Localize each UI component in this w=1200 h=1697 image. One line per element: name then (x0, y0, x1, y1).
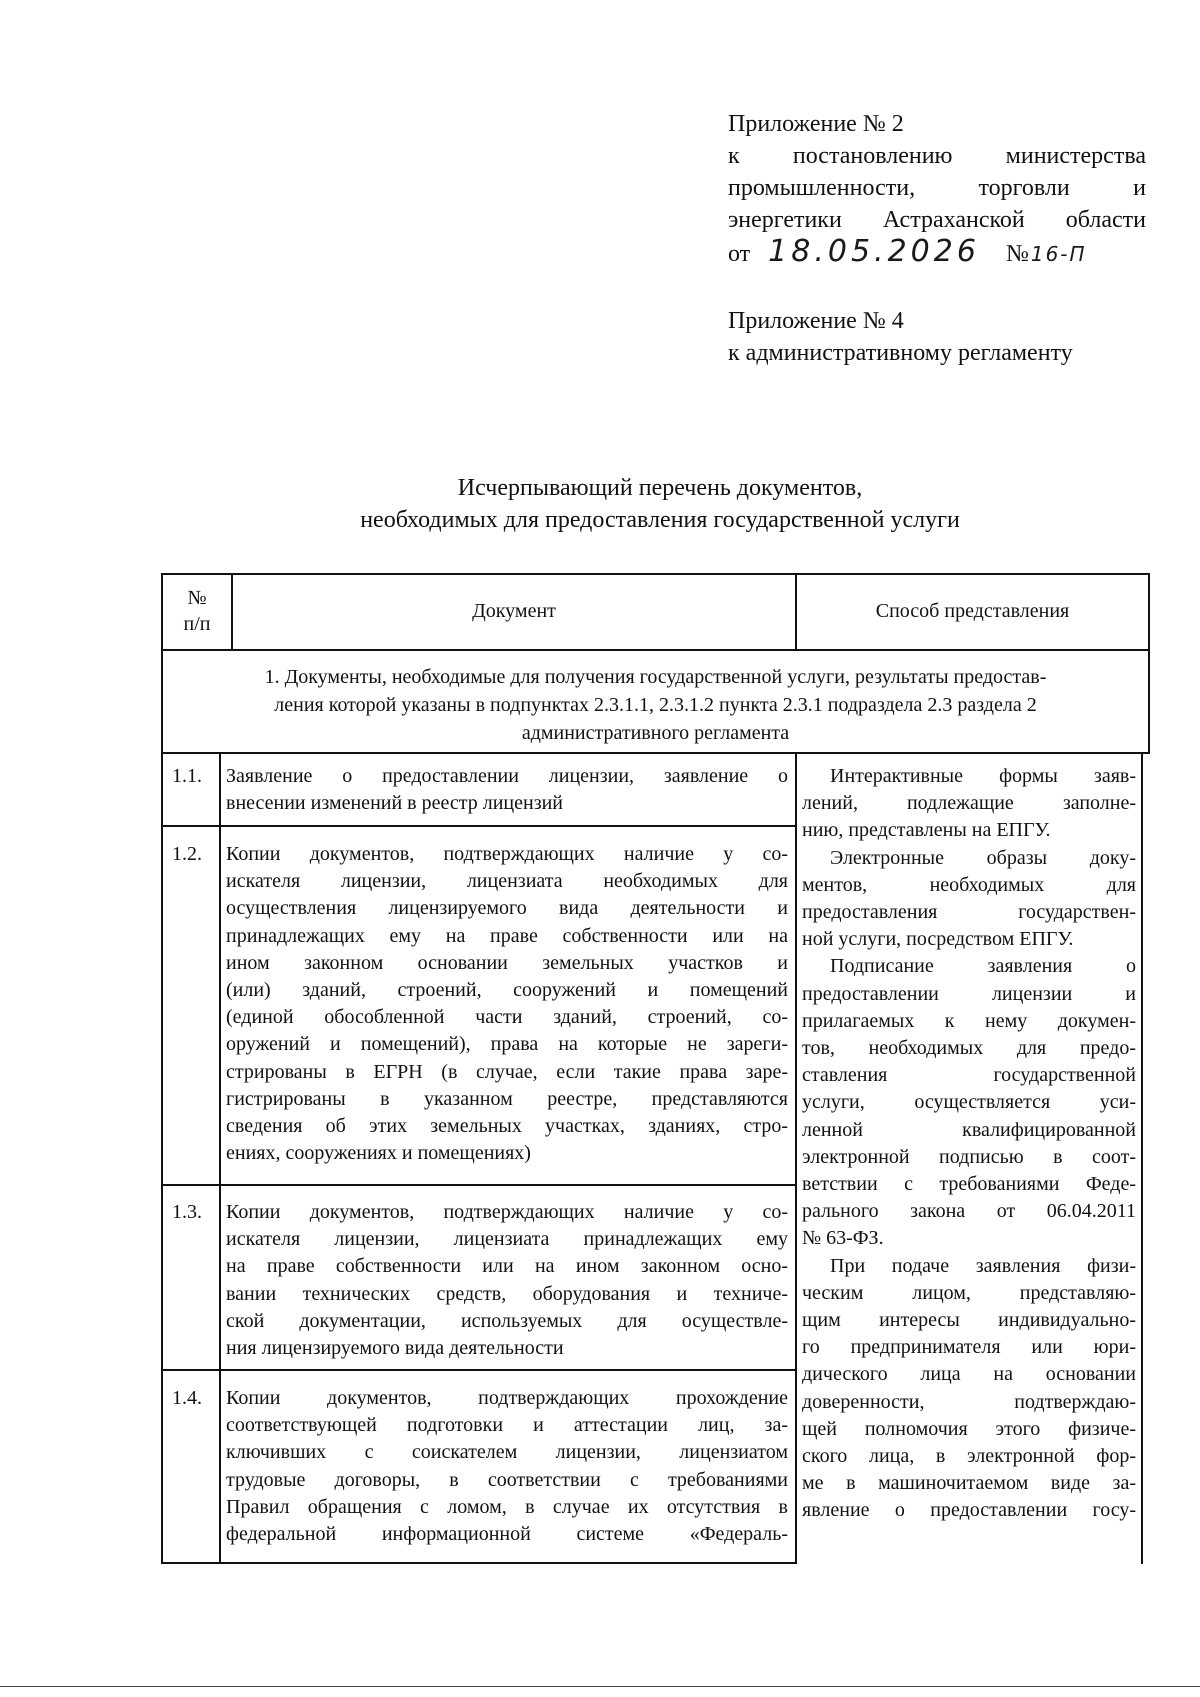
method-line: ной услуги, посредством ЕПГУ. (802, 928, 1074, 951)
row-1-3-number: 1.3. (172, 1201, 202, 1223)
method-line: ментов, необходимых для (802, 873, 1136, 896)
method-line: лений, подлежащие заполне- (802, 792, 1136, 815)
method-line: ческим лицом, представляю- (802, 1281, 1136, 1304)
submission-method-text (802, 763, 1136, 1525)
method-line: рального закона от 06.04.2011 (802, 1200, 1136, 1223)
method-line: щим интересы индивидуально- (802, 1309, 1136, 1332)
appendix-4-line: к административному регламенту (728, 340, 1073, 366)
method-line: тов, необходимых для предо- (802, 1037, 1136, 1060)
row-1-2-line: осуществления лицензируемого вида деятельности и (226, 897, 788, 920)
method-line: предоставления государствен- (802, 901, 1136, 924)
row-1-1-line: Заявление о предоставлении лицензии, заявление о (226, 765, 788, 787)
row-divider-1 (161, 825, 797, 827)
row-1-4-document (226, 1385, 788, 1548)
method-line: прилагаемых к нему докумен- (802, 1009, 1136, 1032)
appendix-4-title: Приложение № 4 (728, 308, 904, 334)
row-1-2-line: ениях, сооружениях и помещениях) (226, 1142, 531, 1165)
header-method: Способ представления (875, 600, 1070, 622)
decree-date-line (728, 236, 1146, 270)
row-1-2-line: Копии документов, подтверждающих наличие у со- (226, 843, 788, 865)
row-divider-3 (161, 1369, 797, 1371)
method-line: явление о предоставлении госу- (802, 1499, 1136, 1522)
method-line: При подаче заявления физи- (830, 1254, 1136, 1277)
header-num-symbol: № (187, 587, 207, 609)
method-line: ветствии с требованиями Феде- (802, 1173, 1136, 1196)
document-title (160, 472, 1160, 536)
row-1-1-line: внесении изменений в реестр лицензий (226, 792, 564, 815)
row-1-4-number: 1.4. (172, 1387, 202, 1409)
method-line: ленной квалифицированной (802, 1118, 1136, 1141)
section-1-heading (163, 663, 1148, 747)
method-line: нию, представлены на ЕПГУ. (802, 819, 1051, 842)
table-border-bottom (161, 1562, 797, 1564)
header-num-pp: п/п (183, 613, 211, 635)
method-line: ме в машиночитаемом виде за- (802, 1472, 1136, 1495)
method-line: Электронные образы доку- (830, 846, 1136, 869)
method-line: дического лица на основании (802, 1363, 1136, 1386)
num-col-divider (219, 752, 221, 1564)
row-1-3-line: Копии документов, подтверждающих наличие у со- (226, 1201, 788, 1223)
row-1-2-line: искателя лицензии, лицензиата необходимых для (226, 870, 788, 893)
table-border-top (161, 573, 1150, 575)
row-1-2-document (226, 841, 788, 1167)
appendix-2-line-1: к постановлению министерства (728, 143, 1146, 169)
method-line: Подписание заявления о (830, 955, 1136, 978)
number-label: № (1005, 241, 1029, 267)
row-1-1-number: 1.1. (172, 765, 202, 787)
row-1-3-line: на праве собственности или на ином законном осно- (226, 1255, 788, 1278)
page-bottom-rule (0, 1686, 1200, 1687)
section-1-line-3: административного регламента (521, 722, 790, 744)
row-1-1-document (226, 763, 788, 817)
method-line: щей полномочия этого физиче- (802, 1417, 1136, 1440)
handwritten-date: 18.05.2026 (768, 234, 980, 269)
row-1-3-line: ской документации, используемых для осуществле- (226, 1309, 788, 1332)
appendix-2-title: Приложение № 2 (728, 111, 904, 137)
row-1-4-line: ключивших с соискателем лицензии, лицензиатом (226, 1441, 788, 1464)
header-document: Документ (472, 600, 556, 622)
row-1-4-line: Правил обращения с ломом, в случае их отсутствия в (226, 1495, 788, 1518)
table-header-divider (161, 649, 1150, 651)
handwritten-number: 16-П (1030, 242, 1087, 266)
row-1-3-line: искателя лицензии, лицензиата принадлежащих ему (226, 1228, 788, 1251)
row-1-2-line: стрированы в ЕГРН (в случае, если такие права заре- (226, 1060, 788, 1083)
row-divider-2 (161, 1184, 797, 1186)
row-1-2-line: ином законном основании земельных участков и (226, 951, 788, 974)
method-col-divider (795, 752, 797, 1564)
row-1-2-line: гистрированы в указанном реестре, представляются (226, 1087, 788, 1110)
row-1-2-number: 1.2. (172, 843, 202, 865)
row-1-3-document (226, 1199, 788, 1362)
method-line: электронной подписью в соот- (802, 1145, 1136, 1168)
row-1-2-line: (единой обособленной части зданий, строений, со- (226, 1006, 788, 1029)
method-line: № 63-ФЗ. (802, 1227, 884, 1250)
method-line: услуги, осуществляется уси- (802, 1091, 1136, 1114)
row-1-3-line: вании технических средств, оборудования и техниче- (226, 1282, 788, 1305)
table-border-right (1148, 573, 1150, 754)
appendix-4-header (728, 305, 1146, 369)
row-1-4-line: Копии документов, подтверждающих прохождение (226, 1387, 788, 1409)
table-section-divider (161, 752, 1150, 754)
method-line: доверенности, подтверждаю- (802, 1390, 1136, 1413)
row-1-2-line: оружений и помещений), права на которые не зареги- (226, 1033, 788, 1056)
document-title-line-1: Исчерпывающий перечень документов, (457, 475, 863, 501)
row-1-2-line: сведения об этих земельных участках, зданиях, стро- (226, 1115, 788, 1138)
method-line: го предпринимателя или юри- (802, 1336, 1136, 1359)
section-1-line-1: 1. Документы, необходимые для получения государственной услуги, результаты предостав- (264, 666, 1047, 688)
row-1-4-line: федеральной информационной системе «Федераль- (226, 1523, 788, 1546)
method-line: предоставлении лицензии и (802, 982, 1136, 1005)
appendix-2-line-2: промышленности, торговли и (728, 175, 1146, 201)
from-label: от (728, 241, 751, 267)
method-line: Интерактивные формы заяв- (830, 765, 1136, 787)
row-1-4-line: трудовые договоры, в соответствии с требованиями (226, 1468, 788, 1491)
method-line: ского лица, в электронной фор- (802, 1445, 1136, 1468)
method-line: ставления государственной (802, 1064, 1136, 1087)
header-num (163, 585, 231, 637)
document-title-line-2: необходимых для предоставления государственной услуги (360, 507, 960, 533)
appendix-2-header (728, 108, 1146, 270)
appendix-2-line-3: энергетики Астраханской области (728, 207, 1146, 233)
row-1-2-line: принадлежащих ему на праве собственности или на (226, 924, 788, 947)
row-1-3-line: ния лицензируемого вида деятельности (226, 1337, 564, 1360)
table-border-right-lower (1141, 752, 1143, 1564)
section-1-line-2: ления которой указаны в подпунктах 2.3.1.1, 2.3.1.2 пункта 2.3.1 подраздела 2.3 раздела 2 (274, 694, 1037, 716)
row-1-4-line: соответствующей подготовки и аттестации лиц, за- (226, 1414, 788, 1437)
row-1-2-line: (или) зданий, строений, сооружений и помещений (226, 979, 788, 1002)
